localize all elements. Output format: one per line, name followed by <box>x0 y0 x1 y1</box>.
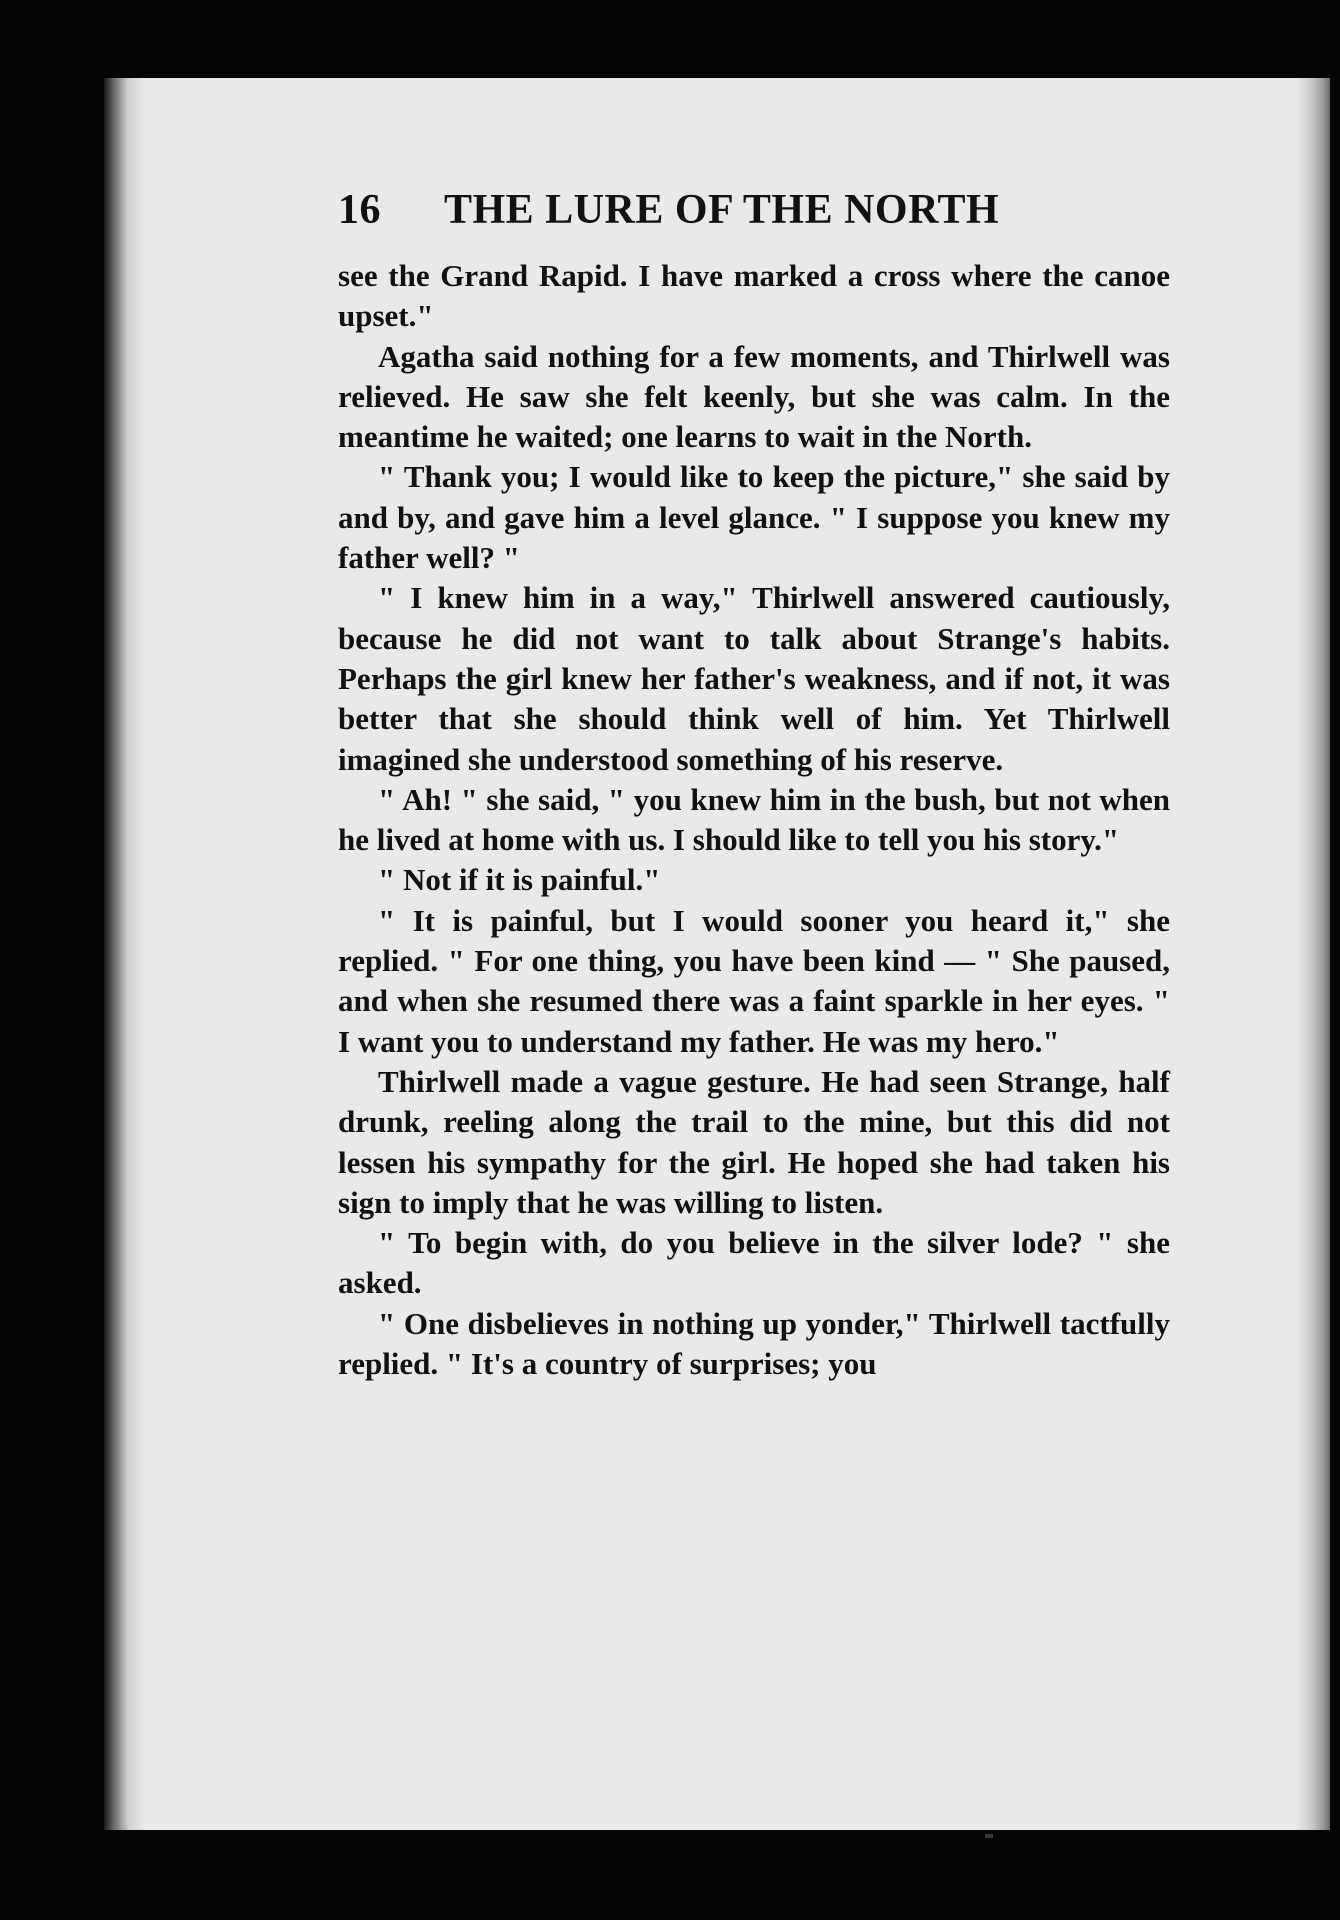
page-content <box>338 180 1170 1384</box>
book-title: THE LURE OF THE NORTH <box>444 187 1000 233</box>
paragraph: " One disbelieves in nothing up yonder," Thirlwell tactfully replied. " It's a country of surprises; you <box>338 1305 1170 1382</box>
book-gutter <box>104 78 144 1830</box>
paragraph: Agatha said nothing for a few moments, and Thirlwell was relieved. He saw she felt keenly, but she was calm. In the meantime he waited; one learns to wait in the North. <box>338 338 1170 455</box>
paragraph: see the Grand Rapid. I have marked a cross where the canoe upset." <box>338 258 1170 334</box>
paragraph: Thirlwell made a vague gesture. He had seen Strange, half drunk, reeling along the trail to the mine, but this did not lessen his sympathy for the girl. He hoped she had taken his sign to imply that he was willing to listen. <box>338 1063 1170 1220</box>
page-edge <box>1296 78 1330 1830</box>
scan-speck <box>985 1834 993 1838</box>
paragraph: " It is painful, but I would sooner you heard it," she replied. " For one thing, you have been kind — " She paused, and when she resumed there was a faint sparkle in her eyes. " I want you to understand my father. He was my hero." <box>338 902 1170 1059</box>
paragraph: " To begin with, do you believe in the silver lode? " she asked. <box>338 1225 1170 1301</box>
paragraph: " Ah! " she said, " you knew him in the bush, but not when he lived at home with us. I should like to tell you his story." <box>338 781 1170 858</box>
paragraph: " Not if it is painful." <box>378 862 661 898</box>
paragraph: " Thank you; I would like to keep the picture," she said by and by, and gave him a level glance. " I suppose you knew my father well? " <box>338 459 1170 576</box>
page-number: 16 <box>338 187 381 233</box>
body-text <box>338 256 1170 1384</box>
running-head <box>338 180 1170 256</box>
paragraph: " I knew him in a way," Thirlwell answered cautiously, because he did not want to talk about Strange's habits. Perhaps the girl knew her father's weakness, and if not, it was better that she should think well of him. Yet Thirlwell imagined she understood something of his reserve. <box>338 580 1170 777</box>
